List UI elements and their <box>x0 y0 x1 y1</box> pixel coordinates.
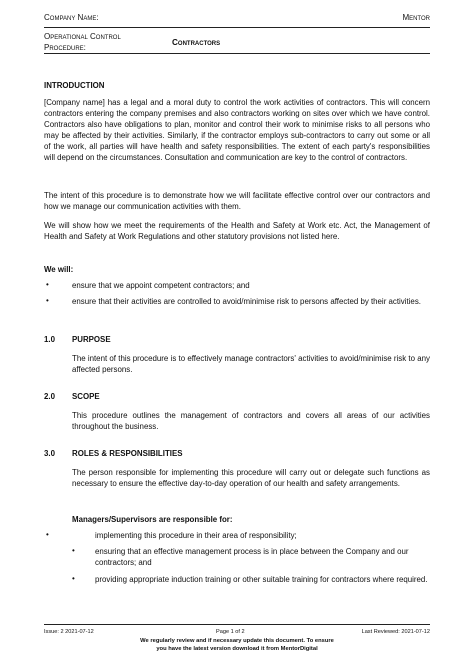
bullet-icon: • <box>46 530 49 539</box>
introduction-heading: INTRODUCTION <box>44 81 105 90</box>
section-title-scope: SCOPE <box>72 392 100 401</box>
section-title-roles: ROLES & RESPONSIBILITIES <box>72 449 183 458</box>
roles-text: The person responsible for implementing this procedure will carry out or delegate such functions as necessary to ensure the effective day-to-day operation of our health and safety arrangements. <box>72 468 430 489</box>
procedure-label-line2: Procedure: <box>44 43 86 52</box>
list-item: implementing this procedure in their area of responsibility; <box>95 531 297 540</box>
footer-note-line1: We regularly review and if necessary update this document. To ensure <box>140 638 334 644</box>
introduction-paragraph-2: The intent of this procedure is to demonstrate how we will facilitate effective control over our contractors and how we manage our communication activities with them. <box>44 191 430 212</box>
introduction-paragraph-1: [Company name] has a legal and a moral duty to control the work activities of contractors. This will concern contractors entering the company premises and also contractors working on sites over which we have control. Contractors also have obligations to plan, monitor and control their work to minimise risks to all persons who may be affected by their activities. Similarly, if the contractor employs sub-contractors to carry out some or all of the work, all parties will have health and safety responsibilities. The extent of each party's responsibilities will depend on the circumstances. Consultation and communication are key to the control of contractors. <box>44 98 430 163</box>
introduction-paragraph-3: We will show how we meet the requirements of the Health and Safety at Work etc. Act, the Management of Health and Safety at Work Regulations and other statutory provisions not listed here. <box>44 221 430 242</box>
footer-note-line2: you have the latest version download it from MentorDigital <box>156 646 318 652</box>
header-divider <box>44 27 430 28</box>
bullet-icon: • <box>72 546 75 555</box>
header-divider-bottom <box>44 53 430 54</box>
bullet-icon: • <box>46 280 49 289</box>
section-title-purpose: PURPOSE <box>72 335 111 344</box>
section-number: 1.0 <box>44 335 55 344</box>
company-name-label: Company Name: <box>44 13 99 22</box>
header-company-row <box>44 13 430 22</box>
purpose-text: The intent of this procedure is to effectively manage contractors' activities to avoid/minimise risk to any affected persons. <box>72 354 430 375</box>
we-will-label: We will: <box>44 265 74 274</box>
list-item: ensure that we appoint competent contractors; and <box>72 281 250 290</box>
bullet-icon: • <box>72 574 75 583</box>
list-item: ensure that their activities are controlled to avoid/minimise risk to persons affected by their activities. <box>72 297 421 306</box>
footer-meta <box>44 629 430 635</box>
footer-divider <box>44 624 430 625</box>
footer-last-reviewed: Last Reviewed: 2021-07-12 <box>361 629 430 635</box>
list-item: providing appropriate induction training or other suitable training for contractors where required. <box>95 575 428 584</box>
footer-page-number: Page 1 of 2 <box>216 629 245 635</box>
procedure-label-line1: Operational Control <box>44 32 121 41</box>
scope-text: This procedure outlines the management of contractors and covers all areas of our activities throughout the business. <box>72 411 430 432</box>
footer-issue: Issue: 2 2021-07-12 <box>44 629 94 635</box>
managers-subheading: Managers/Supervisors are responsible for: <box>72 515 233 524</box>
list-item: ensuring that an effective management process is in place between the Company and our contractors; and <box>95 547 409 568</box>
brand-name: Mentor <box>402 13 430 22</box>
section-number: 2.0 <box>44 392 55 401</box>
section-number: 3.0 <box>44 449 55 458</box>
footer-note <box>44 637 430 653</box>
procedure-title: Contractors <box>172 38 221 47</box>
bullet-icon: • <box>46 296 49 305</box>
